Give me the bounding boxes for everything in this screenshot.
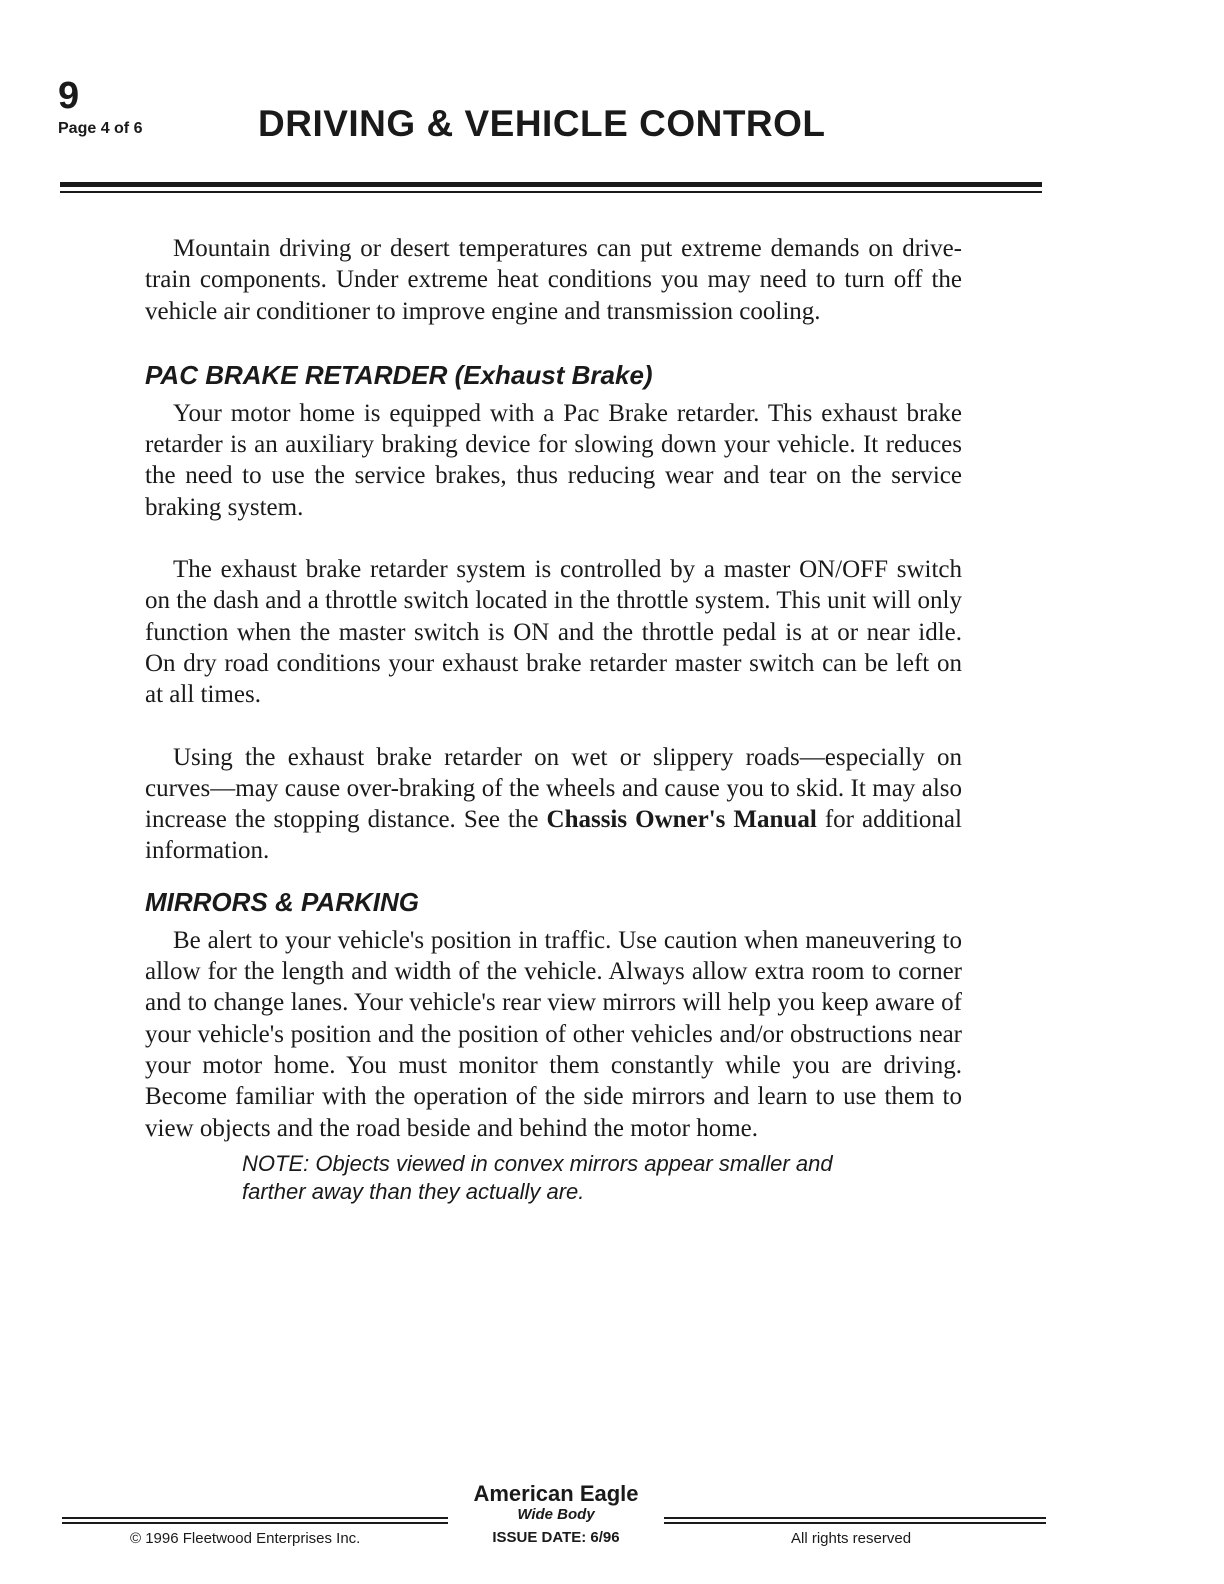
footer-rule-right bbox=[664, 1517, 1046, 1519]
footer-rule-left-2 bbox=[62, 1522, 448, 1524]
header-rule-thin bbox=[60, 191, 1042, 193]
pac-brake-heading: PAC BRAKE RETARDER (Exhaust Brake) bbox=[145, 359, 653, 390]
footer-rule-left bbox=[62, 1517, 448, 1519]
section-number: 9 bbox=[58, 75, 80, 117]
main-content bbox=[145, 233, 962, 1206]
mirrors-paragraph: Be alert to your vehicle's position in traffic. Use caution when maneuvering to allow for the length and width of the vehicle. Always allow extra room to corner and to change lanes. Your vehicle's rear view mirrors will help you keep aware of your vehicle's position and the position of other vehicles and/or obstructions near your motor home. You must monitor them constantly while you are driving. Become familiar with the operation of the side mirrors and learn to use them to view objects and the road beside and behind the motor home. bbox=[145, 926, 962, 1142]
pac-brake-paragraph-2: The exhaust brake retarder system is controlled by a master ON/OFF switch on the dash and a throttle switch located in the throttle system. This unit will only function when the master switch is ON and the throttle pedal is at or near idle. On dry road conditions your exhaust brake retarder master switch can be left on at all times. bbox=[145, 556, 962, 709]
skid-warning-text-end: for additional information. bbox=[145, 806, 962, 865]
page-title: DRIVING & VEHICLE CONTROL bbox=[258, 103, 826, 144]
footer-model: Wide Body bbox=[517, 1506, 595, 1523]
skid-warning-paragraph bbox=[145, 742, 962, 867]
footer-rights: All rights reserved bbox=[791, 1530, 912, 1547]
skid-warning-text: Using the exhaust brake retarder on wet or slippery roads—especially on curves—may cause over-braking of the wheels and cause you to skid. It may also increase the stopping distance. See the bbox=[145, 743, 962, 834]
footer-rule-right-2 bbox=[664, 1522, 1046, 1524]
convex-mirror-note: NOTE: Objects viewed in convex mirrors appear smaller and farther away than they actually are. bbox=[242, 1150, 833, 1204]
page-indicator: Page 4 of 6 bbox=[58, 120, 143, 137]
pac-brake-paragraph-1: Your motor home is equipped with a Pac Brake retarder. This exhaust brake retarder is an auxiliary braking device for slowing down your vehicle. It reduces the need to use the service brakes, thus reducing wear and tear on the service braking system. bbox=[145, 399, 962, 521]
footer-copyright: © 1996 Fleetwood Enterprises Inc. bbox=[130, 1530, 361, 1547]
mirrors-heading: MIRRORS & PARKING bbox=[145, 886, 419, 917]
footer-product-name: American Eagle bbox=[473, 1481, 639, 1506]
footer-issue-date: ISSUE DATE: 6/96 bbox=[492, 1529, 620, 1546]
chassis-manual-reference: Chassis Owner's Manual bbox=[546, 806, 817, 834]
header-rule-thick bbox=[60, 182, 1042, 187]
intro-paragraph: Mountain driving or desert temperatures can put extreme demands on drive-train components. Under extreme heat conditions you may need to turn off the vehicle air conditioner to improve engine and transmission cooling. bbox=[145, 235, 962, 325]
